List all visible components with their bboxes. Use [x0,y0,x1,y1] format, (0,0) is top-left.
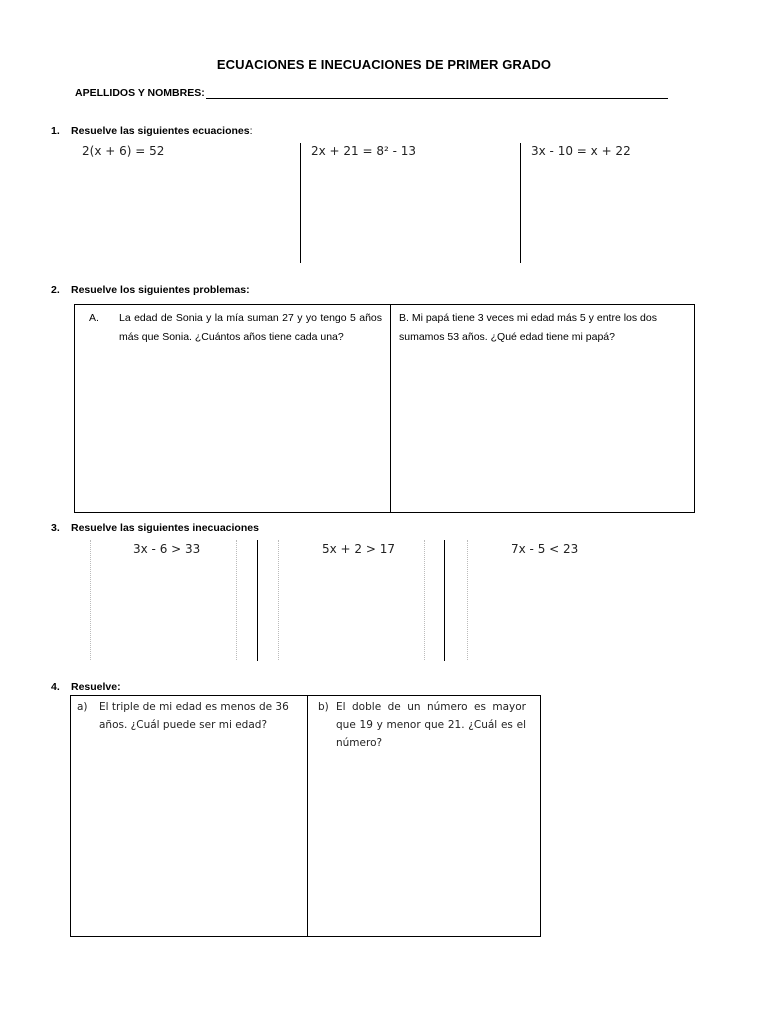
question-2-text: Resuelve los siguientes problemas: [71,284,250,296]
problem-a-label: A. [89,312,99,324]
problem-4b-cell [307,696,540,936]
question-1-number: 1. [51,125,60,137]
column-divider [300,143,301,263]
equation-2: 2x + 21 = 8² - 13 [311,144,417,158]
name-field-row [75,87,668,99]
column-divider [257,540,258,661]
question-4-text: Resuelve: [71,681,121,693]
equation-3: 3x - 10 = x + 22 [531,144,631,158]
equation-1: 2(x + 6) = 52 [82,144,165,158]
problem-b-cell [390,305,694,512]
problem-4b-text: El doble de un número es mayor que 19 y menor que 21. ¿Cuál es el número? [336,701,526,749]
problems-box [74,304,695,513]
dotted-divider [90,540,91,660]
question-2-number: 2. [51,284,60,296]
dotted-divider [424,540,425,660]
problem-a-cell [75,305,390,512]
name-label: APELLIDOS Y NOMBRES: [75,87,205,99]
problem-a-text: La edad de Sonia y la mía suman 27 y yo tengo 5 años más que Sonia. ¿Cuántos años tiene cada una? [119,312,382,343]
inequality-3: 7x - 5 < 23 [511,542,579,556]
question-3-heading [51,522,259,534]
question-1-text: Resuelve las siguientes ecuaciones: [71,125,253,137]
column-divider [520,143,521,263]
problem-4b-label: b) [318,701,329,713]
dotted-divider [236,540,237,660]
problem-4a-label: a) [77,701,88,713]
question-1-heading [51,125,253,137]
question-4-number: 4. [51,681,60,693]
problem-a [83,309,382,347]
problem-4a [77,698,299,734]
problem-4b [318,698,526,752]
problem-4a-text: El triple de mi edad es menos de 36 años. ¿Cuál puede ser mi edad? [99,701,289,731]
dotted-divider [278,540,279,660]
question-3-number: 3. [51,522,60,534]
question-2-heading [51,284,250,296]
dotted-divider [467,540,468,660]
question-3-text: Resuelve las siguientes inecuaciones [71,522,259,534]
column-divider [444,540,445,661]
problem-4a-cell [71,696,307,936]
problems-box-2 [70,695,541,937]
inequality-1: 3x - 6 > 33 [133,542,201,556]
inequality-2: 5x + 2 > 17 [322,542,396,556]
problem-b-text: B. Mi papá tiene 3 veces mi edad más 5 y entre los dos sumamos 53 años. ¿Qué edad tiene mi papá? [399,312,657,343]
name-blank-line[interactable] [206,88,668,99]
question-4-heading [51,681,121,693]
page-title: ECUACIONES E INECUACIONES DE PRIMER GRADO [216,57,552,72]
